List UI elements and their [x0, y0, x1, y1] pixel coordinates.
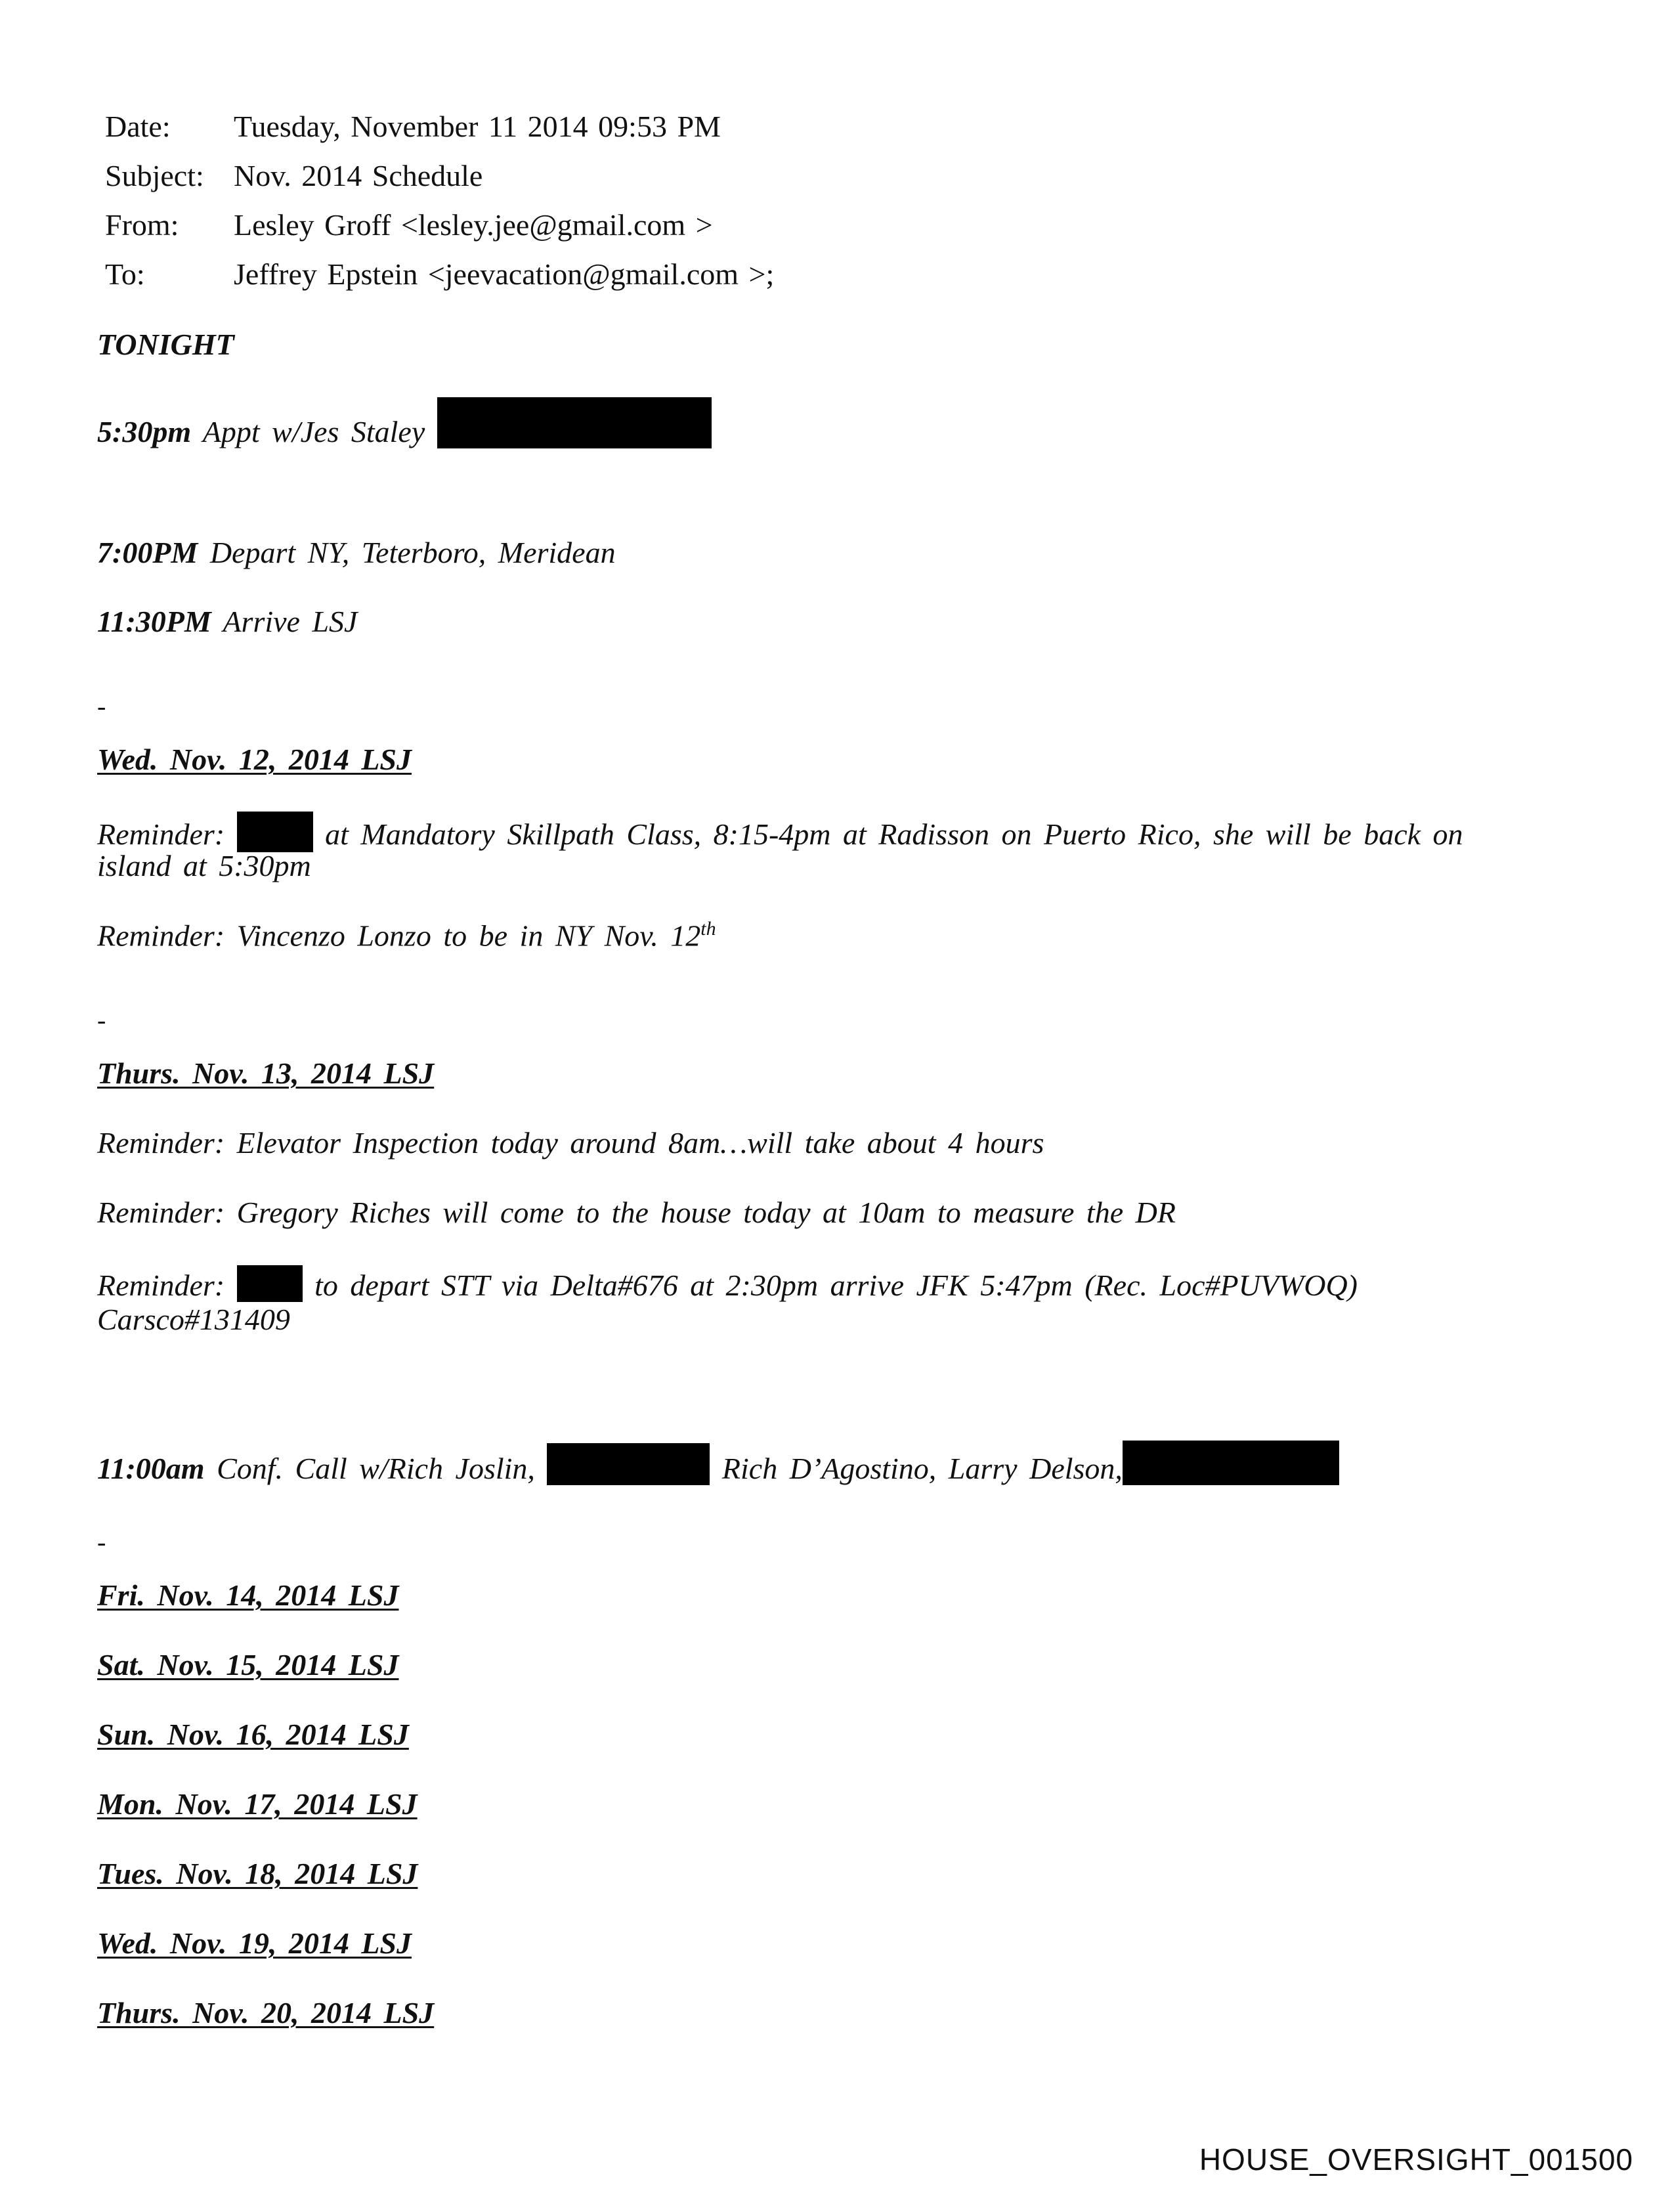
reminder-label: Reminder: — [97, 817, 225, 851]
redaction-box — [547, 1443, 710, 1485]
tonight-item-2 — [97, 535, 616, 570]
tonight-heading: TONIGHT — [97, 328, 234, 361]
separator-dash: - — [97, 1527, 106, 1557]
date-row — [105, 102, 774, 151]
call-text: Conf. Call w/Rich Joslin, — [217, 1452, 535, 1485]
item-text: Arrive LSJ — [223, 605, 358, 638]
reminder-elevator: Reminder: Elevator Inspection today around 8am…will take about 4 hours — [97, 1126, 1044, 1160]
reminder-flight-cont: Carsco#131409 — [97, 1303, 290, 1336]
email-header — [105, 102, 774, 299]
reminder-text: at Mandatory Skillpath Class, 8:15-4pm at Radisson on Puerto Rico, she will be back on — [325, 817, 1463, 851]
subject-label: Subject: — [105, 159, 204, 192]
reminder-skillpath-cont: island at 5:30pm — [97, 849, 311, 882]
item-time: 11:30PM — [97, 605, 211, 638]
reminder-text: to depart STT via Delta#676 at 2:30pm arrive JFK 5:47pm (Rec. Loc#PUVWOQ) — [314, 1269, 1358, 1302]
reminder-vincenzo — [97, 918, 716, 953]
item-time: 7:00PM — [97, 536, 198, 569]
redaction-box — [437, 397, 712, 448]
from-row — [105, 200, 774, 249]
day-heading-fri-14: Fri. Nov. 14, 2014 LSJ — [97, 1578, 399, 1612]
item-time: 5:30pm — [97, 415, 192, 448]
redaction-box — [237, 812, 313, 852]
day-heading-mon-17: Mon. Nov. 17, 2014 LSJ — [97, 1787, 418, 1821]
to-row — [105, 249, 774, 299]
from-value: Lesley Groff <lesley.jee@gmail.com > — [234, 208, 713, 242]
reminder-text: Reminder: Vincenzo Lonzo to be in NY Nov. 12 — [97, 919, 701, 953]
from-label: From: — [105, 208, 179, 242]
conf-call — [97, 1441, 1339, 1486]
day-heading-wed-12: Wed. Nov. 12, 2014 LSJ — [97, 743, 412, 776]
tonight-item-3 — [97, 604, 357, 639]
reminder-flight — [97, 1265, 1358, 1303]
separator-dash: - — [97, 691, 106, 721]
reminder-gregory: Reminder: Gregory Riches will come to the house today at 10am to measure the DR — [97, 1196, 1176, 1229]
subject-value: Nov. 2014 Schedule — [234, 159, 483, 192]
item-text: Appt w/Jes Staley — [202, 415, 425, 448]
day-heading-sat-15: Sat. Nov. 15, 2014 LSJ — [97, 1648, 399, 1681]
reminder-skillpath — [97, 812, 1463, 852]
to-value: Jeffrey Epstein <jeevacation@gmail.com >; — [234, 257, 775, 291]
day-heading-thu-13: Thurs. Nov. 13, 2014 LSJ — [97, 1056, 435, 1090]
subject-row — [105, 151, 774, 200]
day-heading-tue-18: Tues. Nov. 18, 2014 LSJ — [97, 1857, 418, 1890]
ordinal-suffix: th — [700, 918, 716, 940]
item-time: 11:00am — [97, 1452, 205, 1485]
to-label: To: — [105, 257, 145, 291]
redaction-box — [237, 1265, 303, 1302]
bates-number: HOUSE_OVERSIGHT_001500 — [1199, 2142, 1633, 2177]
reminder-label: Reminder: — [97, 1269, 225, 1302]
date-value: Tuesday, November 11 2014 09:53 PM — [234, 110, 721, 143]
item-text: Depart NY, Teterboro, Meridean — [209, 536, 616, 569]
day-heading-thu-20: Thurs. Nov. 20, 2014 LSJ — [97, 1996, 435, 2029]
redaction-box — [1123, 1441, 1339, 1485]
tonight-item-1 — [97, 397, 712, 449]
separator-dash: - — [97, 1005, 106, 1035]
day-heading-wed-19: Wed. Nov. 19, 2014 LSJ — [97, 1926, 412, 1960]
call-text: Rich D’Agostino, Larry Delson, — [721, 1452, 1123, 1485]
day-heading-sun-16: Sun. Nov. 16, 2014 LSJ — [97, 1718, 409, 1751]
date-label: Date: — [105, 110, 171, 143]
